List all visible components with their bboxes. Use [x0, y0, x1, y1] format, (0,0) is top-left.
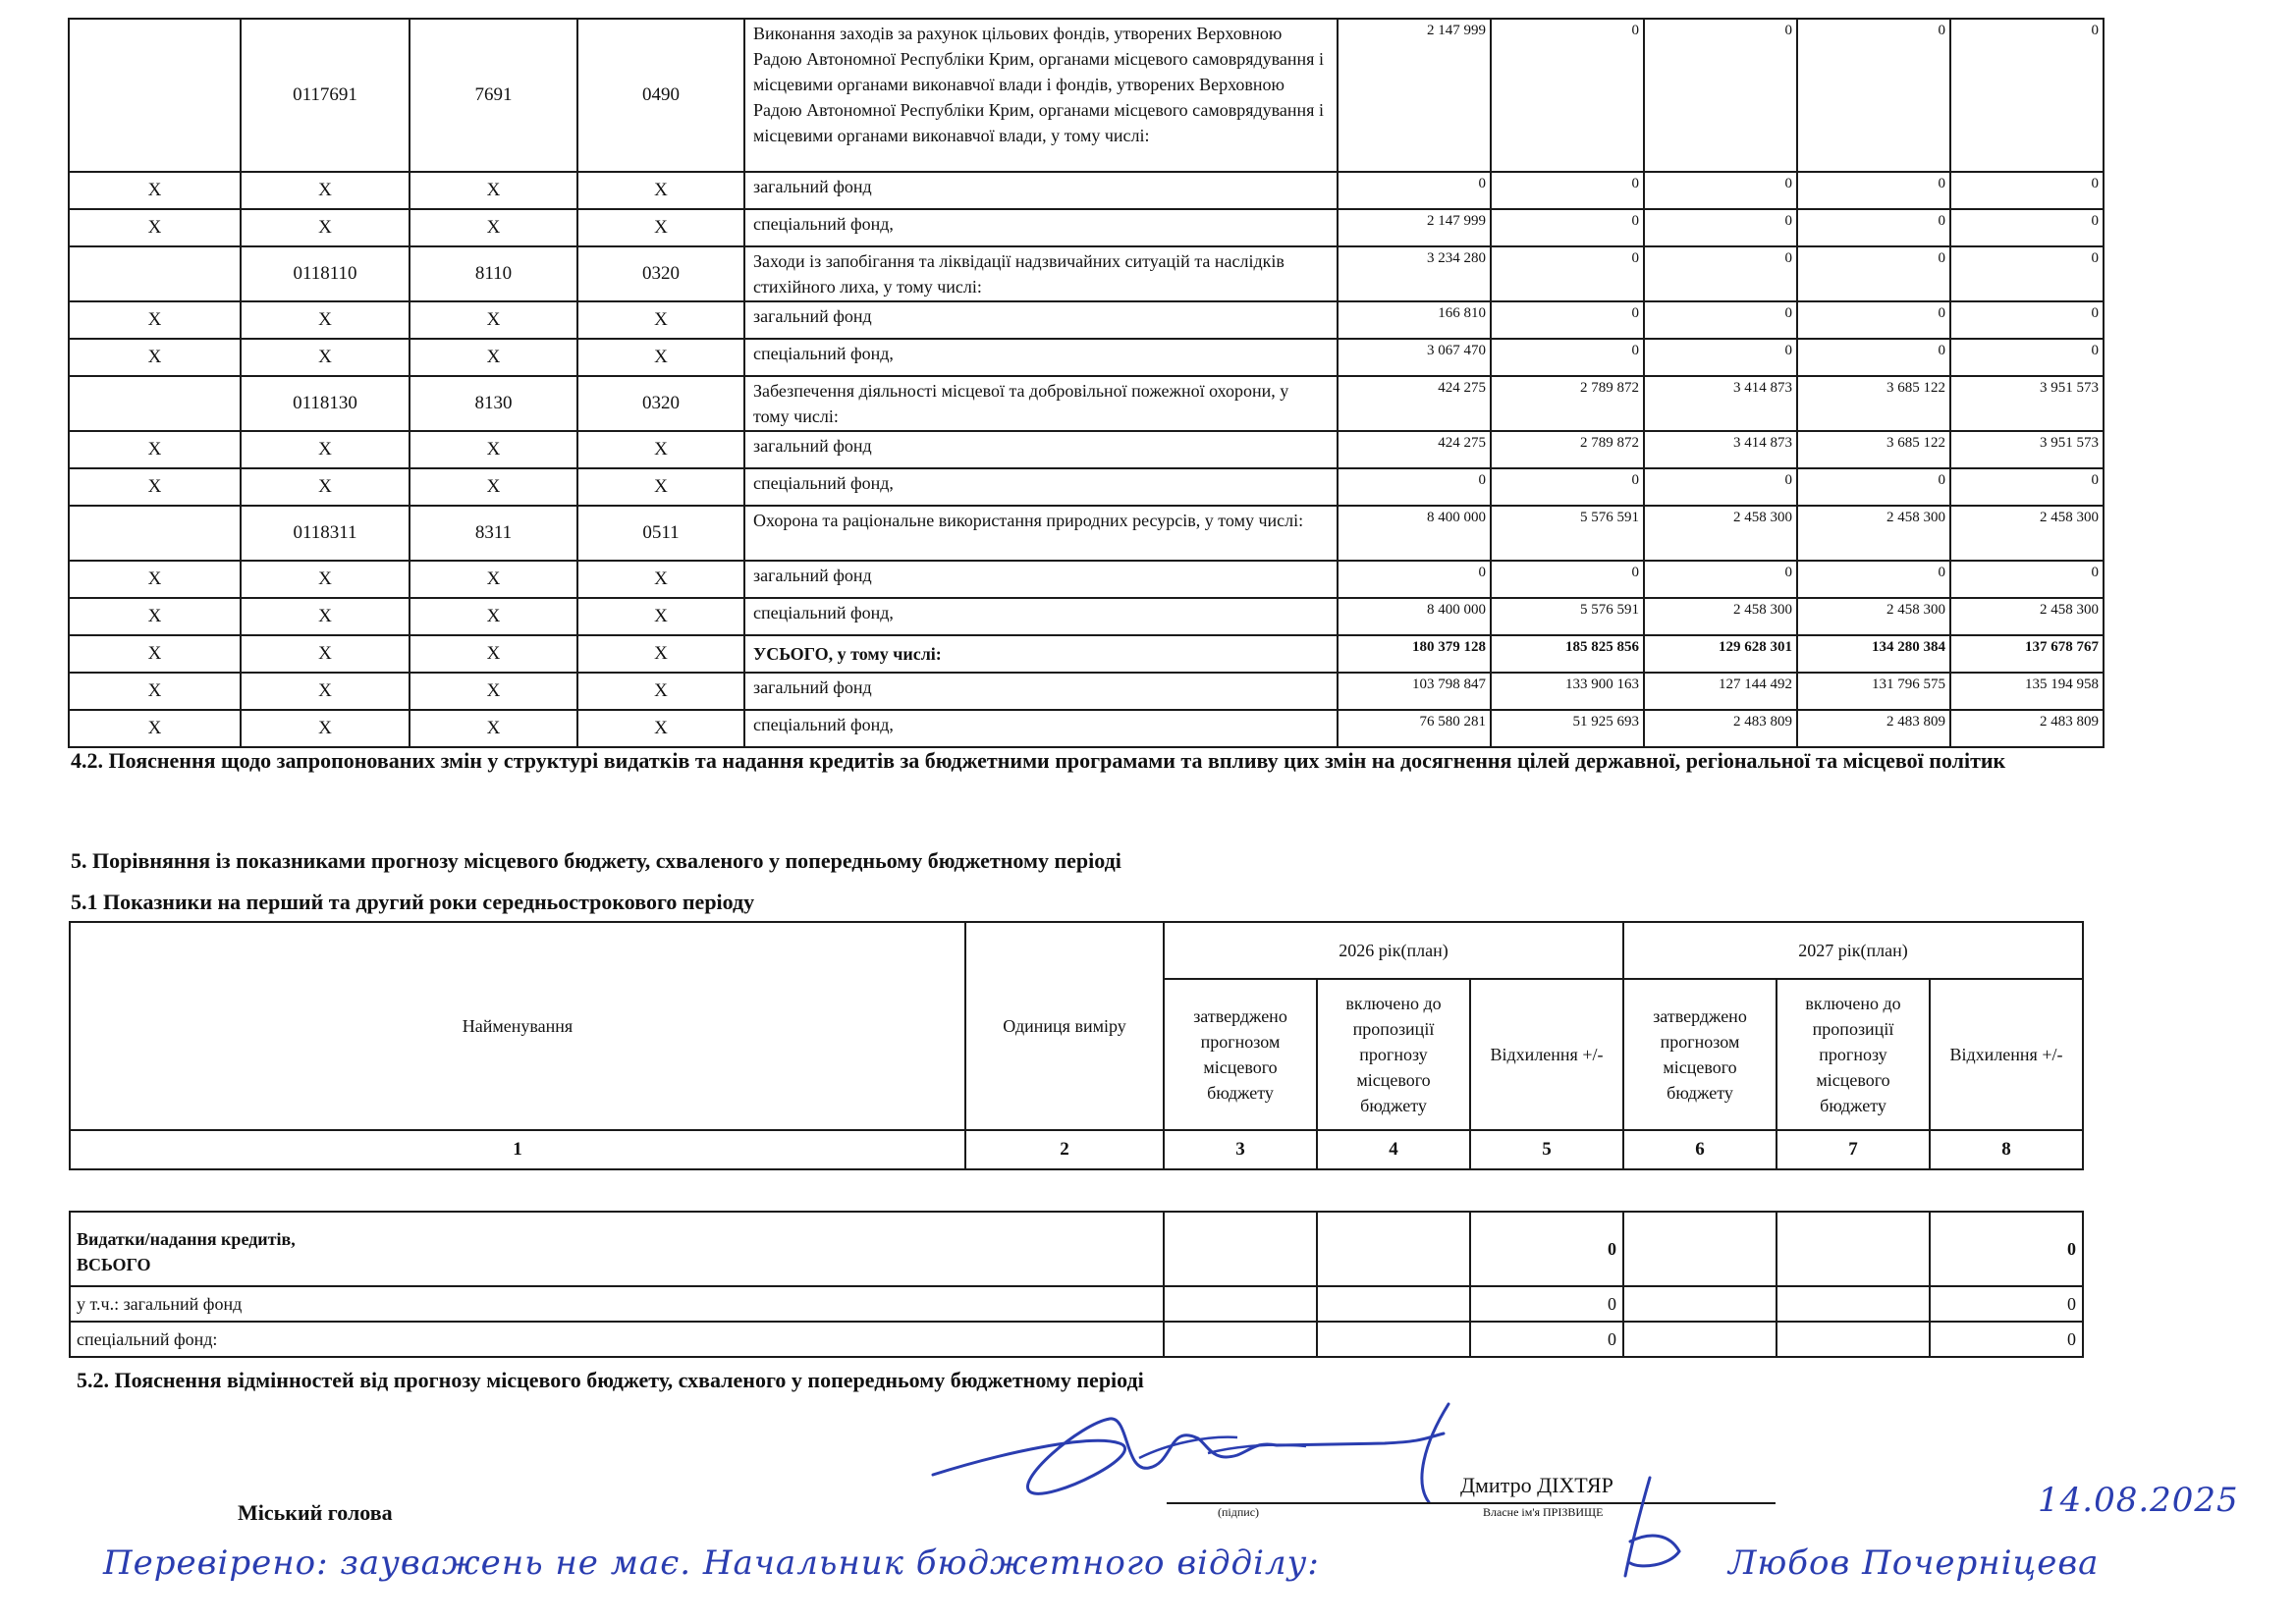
program-name-cell: загальний фонд [744, 172, 1338, 209]
code-cell-a: Х [69, 561, 241, 598]
code-cell-d: 0320 [577, 376, 744, 431]
amount-cell-v2: 51 925 693 [1491, 710, 1644, 747]
amount-cell-v4: 134 280 384 [1797, 635, 1950, 673]
amount-cell-v1: 0 [1338, 468, 1491, 506]
deviation-2027-header: Відхилення +/- [1930, 979, 2083, 1130]
code-cell-c: Х [410, 710, 577, 747]
code-cell-a: Х [69, 673, 241, 710]
code-cell-b: 0118110 [241, 246, 410, 301]
code-cell-a: Х [69, 301, 241, 339]
signature-caption: (підпис) [1218, 1505, 1260, 1519]
amount-cell-v4: 0 [1797, 339, 1950, 376]
code-cell-d: Х [577, 635, 744, 673]
amount-cell-v1: 424 275 [1338, 376, 1491, 431]
code-cell-a: Х [69, 339, 241, 376]
column-number: 2 [965, 1130, 1164, 1169]
handwritten-signature [913, 1384, 1463, 1522]
amount-cell-v4: 0 [1797, 172, 1950, 209]
amount-cell-v3: 2 483 809 [1644, 710, 1797, 747]
program-name-cell: загальний фонд [744, 301, 1338, 339]
table-row [69, 19, 2104, 172]
code-cell-c: Х [410, 301, 577, 339]
code-cell-c: Х [410, 598, 577, 635]
amount-cell-v2: 0 [1491, 246, 1644, 301]
signer-name: Дмитро ДІХТЯР [1460, 1473, 1613, 1497]
program-name-cell: спеціальний фонд, [744, 468, 1338, 506]
program-name-cell: Заходи із запобігання та ліквідації надзвичайних ситуацій та наслідків стихійного лиха, у тому числі: [744, 246, 1338, 301]
code-cell-c: 7691 [410, 19, 577, 172]
code-cell-c: Х [410, 172, 577, 209]
deviation-2026-header: Відхилення +/- [1470, 979, 1623, 1130]
amount-cell-v1: 424 275 [1338, 431, 1491, 468]
code-cell-c: Х [410, 673, 577, 710]
amount-cell-v3: 3 414 873 [1644, 376, 1797, 431]
amount-cell-v3: 3 414 873 [1644, 431, 1797, 468]
code-cell-c: Х [410, 635, 577, 673]
code-cell-b: Х [241, 598, 410, 635]
amount-cell-v4: 0 [1797, 468, 1950, 506]
code-cell-c: Х [410, 561, 577, 598]
amount-cell-v5: 2 458 300 [1950, 506, 2104, 561]
amount-cell-v5: 0 [1950, 19, 2104, 172]
column-number: 8 [1930, 1130, 2083, 1169]
code-cell-c: Х [410, 431, 577, 468]
code-cell-a [69, 506, 241, 561]
amount-cell-v1: 180 379 128 [1338, 635, 1491, 673]
code-cell-a: Х [69, 172, 241, 209]
amount-cell-v3: 2 458 300 [1644, 506, 1797, 561]
amount-cell-v4: 3 685 122 [1797, 376, 1950, 431]
amount-cell-v2: 2 789 872 [1491, 431, 1644, 468]
code-cell-a: Х [69, 710, 241, 747]
included-2026-header: включено до пропозиції прогнозу місцевого бюджету [1317, 979, 1470, 1130]
amount-cell-v3: 0 [1644, 172, 1797, 209]
program-name-cell: УСЬОГО, у тому числі: [744, 635, 1338, 673]
program-name-cell: спеціальний фонд, [744, 710, 1338, 747]
table-row [69, 710, 2104, 747]
amount-cell-v4: 0 [1797, 19, 1950, 172]
amount-cell-v4: 2 458 300 [1797, 506, 1950, 561]
code-cell-d: Х [577, 561, 744, 598]
year-2027-header: 2027 рік(план) [1623, 922, 2083, 979]
amount-cell-v4: 0 [1797, 561, 1950, 598]
code-cell-b: Х [241, 339, 410, 376]
code-cell-b: Х [241, 172, 410, 209]
code-cell-a [69, 376, 241, 431]
handwritten-note: Перевірено: зауважень не має. Начальник бюджетного відділу: [103, 1543, 1320, 1583]
code-cell-a: Х [69, 468, 241, 506]
code-cell-b: Х [241, 673, 410, 710]
program-name-cell: спеціальний фонд, [744, 209, 1338, 246]
amount-cell-v5: 2 483 809 [1950, 710, 2104, 747]
amount-cell-v5: 0 [1950, 339, 2104, 376]
code-cell-a [69, 246, 241, 301]
amount-cell-v4: 0 [1797, 246, 1950, 301]
special-deviation-2026: 0 [1470, 1322, 1623, 1357]
code-cell-d: Х [577, 339, 744, 376]
amount-cell-v5: 3 951 573 [1950, 376, 2104, 431]
amount-cell-v5: 0 [1950, 209, 2104, 246]
table-row [69, 468, 2104, 506]
code-cell-a: Х [69, 598, 241, 635]
amount-cell-v3: 2 458 300 [1644, 598, 1797, 635]
program-name-cell: спеціальний фонд, [744, 598, 1338, 635]
code-cell-a: Х [69, 209, 241, 246]
code-cell-b: Х [241, 468, 410, 506]
column-number: 7 [1777, 1130, 1930, 1169]
column-number: 6 [1623, 1130, 1777, 1169]
code-cell-b: Х [241, 710, 410, 747]
handwritten-signer: Любов Почерніцева [1728, 1543, 2100, 1583]
code-cell-b: Х [241, 431, 410, 468]
program-name-cell: загальний фонд [744, 431, 1338, 468]
program-name-cell: Забезпечення діяльності місцевої та добровільної пожежної охорони, у тому числі: [744, 376, 1338, 431]
approved-2026-header: затверджено прогнозом місцевого бюджету [1164, 979, 1317, 1130]
amount-cell-v2: 0 [1491, 561, 1644, 598]
amount-cell-v5: 0 [1950, 246, 2104, 301]
amount-cell-v3: 0 [1644, 209, 1797, 246]
code-cell-a: Х [69, 431, 241, 468]
table-row [69, 561, 2104, 598]
code-cell-d: Х [577, 431, 744, 468]
amount-cell-v1: 3 234 280 [1338, 246, 1491, 301]
amount-cell-v5: 0 [1950, 468, 2104, 506]
handwritten-date: 14.08.2025 [2038, 1481, 2239, 1520]
special-deviation-2027: 0 [1930, 1322, 2083, 1357]
code-cell-b: Х [241, 209, 410, 246]
code-cell-a: Х [69, 635, 241, 673]
amount-cell-v2: 0 [1491, 19, 1644, 172]
code-cell-b: 0117691 [241, 19, 410, 172]
table-row [69, 209, 2104, 246]
code-cell-b: 0118130 [241, 376, 410, 431]
code-cell-d: Х [577, 468, 744, 506]
amount-cell-v2: 0 [1491, 301, 1644, 339]
amount-cell-v3: 0 [1644, 339, 1797, 376]
amount-cell-v5: 0 [1950, 301, 2104, 339]
code-cell-d: 0320 [577, 246, 744, 301]
total-deviation-2027: 0 [1930, 1212, 2083, 1286]
section-5-heading: 5. Порівняння із показниками прогнозу місцевого бюджету, схваленого у попередньому бюджетному періоді [71, 848, 1121, 873]
code-cell-d: 0490 [577, 19, 744, 172]
amount-cell-v4: 2 458 300 [1797, 598, 1950, 635]
general-deviation-2026: 0 [1470, 1286, 1623, 1322]
code-cell-d: Х [577, 172, 744, 209]
amount-cell-v5: 0 [1950, 172, 2104, 209]
code-cell-c: Х [410, 468, 577, 506]
amount-cell-v2: 133 900 163 [1491, 673, 1644, 710]
amount-cell-v5: 3 951 573 [1950, 431, 2104, 468]
amount-cell-v5: 0 [1950, 561, 2104, 598]
table-row [69, 376, 2104, 431]
total-row-label: Видатки/надання кредитів, ВСЬОГО [70, 1212, 1164, 1286]
included-2027-header: включено до пропозиції прогнозу місцевого бюджету [1777, 979, 1930, 1130]
amount-cell-v4: 131 796 575 [1797, 673, 1950, 710]
name-caption: Власне ім'я ПРІЗВИЩЕ [1483, 1505, 1604, 1519]
code-cell-d: Х [577, 673, 744, 710]
handwritten-initials [1611, 1473, 1689, 1581]
general-fund-label: у т.ч.: загальний фонд [70, 1286, 1164, 1322]
total-deviation-2026: 0 [1470, 1212, 1623, 1286]
general-deviation-2027: 0 [1930, 1286, 2083, 1322]
table-row [69, 635, 2104, 673]
section-4-2-heading: 4.2. Пояснення щодо запропонованих змін у структурі видатків та надання кредитів за бюджетними програмами та впливу цих змін на досягнення цілей державної, регіональної та місцевої політик [71, 748, 2006, 773]
column-number: 4 [1317, 1130, 1470, 1169]
column-number: 5 [1470, 1130, 1623, 1169]
code-cell-d: Х [577, 598, 744, 635]
amount-cell-v3: 129 628 301 [1644, 635, 1797, 673]
mayor-position: Міський голова [238, 1500, 393, 1525]
table-row [69, 673, 2104, 710]
amount-cell-v2: 0 [1491, 339, 1644, 376]
amount-cell-v2: 0 [1491, 468, 1644, 506]
amount-cell-v5: 2 458 300 [1950, 598, 2104, 635]
column-number: 1 [70, 1130, 965, 1169]
code-cell-c: Х [410, 339, 577, 376]
amount-cell-v1: 8 400 000 [1338, 506, 1491, 561]
code-cell-c: Х [410, 209, 577, 246]
table-row [69, 431, 2104, 468]
amount-cell-v1: 0 [1338, 172, 1491, 209]
code-cell-d: Х [577, 710, 744, 747]
amount-cell-v3: 127 144 492 [1644, 673, 1797, 710]
amount-cell-v3: 0 [1644, 468, 1797, 506]
name-header: Найменування [70, 922, 965, 1130]
amount-cell-v5: 135 194 958 [1950, 673, 2104, 710]
amount-cell-v1: 2 147 999 [1338, 19, 1491, 172]
code-cell-d: Х [577, 301, 744, 339]
section-5-2-heading: 5.2. Пояснення відмінностей від прогнозу місцевого бюджету, схваленого у попередньому бюджетному періоді [77, 1368, 1144, 1392]
amount-cell-v5: 137 678 767 [1950, 635, 2104, 673]
comparison-totals-table [69, 1211, 2084, 1358]
code-cell-a [69, 19, 241, 172]
special-fund-label: спеціальний фонд: [70, 1322, 1164, 1357]
amount-cell-v1: 166 810 [1338, 301, 1491, 339]
code-cell-c: 8311 [410, 506, 577, 561]
amount-cell-v2: 5 576 591 [1491, 506, 1644, 561]
code-cell-c: 8110 [410, 246, 577, 301]
amount-cell-v1: 2 147 999 [1338, 209, 1491, 246]
amount-cell-v2: 185 825 856 [1491, 635, 1644, 673]
code-cell-d: 0511 [577, 506, 744, 561]
unit-header: Одиниця виміру [965, 922, 1164, 1130]
amount-cell-v4: 3 685 122 [1797, 431, 1950, 468]
program-name-cell: загальний фонд [744, 673, 1338, 710]
code-cell-b: Х [241, 301, 410, 339]
amount-cell-v1: 0 [1338, 561, 1491, 598]
column-number: 3 [1164, 1130, 1317, 1169]
code-cell-b: Х [241, 635, 410, 673]
amount-cell-v3: 0 [1644, 246, 1797, 301]
code-cell-d: Х [577, 209, 744, 246]
code-cell-b: Х [241, 561, 410, 598]
amount-cell-v2: 0 [1491, 172, 1644, 209]
amount-cell-v1: 8 400 000 [1338, 598, 1491, 635]
amount-cell-v3: 0 [1644, 561, 1797, 598]
approved-2027-header: затверджено прогнозом місцевого бюджету [1623, 979, 1777, 1130]
amount-cell-v4: 0 [1797, 209, 1950, 246]
amount-cell-v3: 0 [1644, 19, 1797, 172]
budget-programs-table [68, 18, 2105, 748]
amount-cell-v3: 0 [1644, 301, 1797, 339]
table-row [69, 301, 2104, 339]
comparison-header-table [69, 921, 2084, 1170]
table-row [69, 598, 2104, 635]
table-row [69, 246, 2104, 301]
amount-cell-v4: 2 483 809 [1797, 710, 1950, 747]
program-name-cell: Охорона та раціональне використання природних ресурсів, у тому числі: [744, 506, 1338, 561]
year-2026-header: 2026 рік(план) [1164, 922, 1623, 979]
amount-cell-v2: 5 576 591 [1491, 598, 1644, 635]
code-cell-b: 0118311 [241, 506, 410, 561]
program-name-cell: спеціальний фонд, [744, 339, 1338, 376]
amount-cell-v2: 2 789 872 [1491, 376, 1644, 431]
program-name-cell: Виконання заходів за рахунок цільових фондів, утворених Верховною Радою Автономної Республіки Крим, органами місцевого самоврядування і місцевими органами виконавчої влади і фондів, утворених Верховною Радою Автономної Республіки Крим, органами місцевого самоврядування і місцевими органами виконавчої влади, у тому числі: [744, 19, 1338, 172]
amount-cell-v1: 76 580 281 [1338, 710, 1491, 747]
amount-cell-v2: 0 [1491, 209, 1644, 246]
section-5-1-heading: 5.1 Показники на перший та другий роки середньострокового періоду [71, 890, 755, 914]
program-name-cell: загальний фонд [744, 561, 1338, 598]
table-row [69, 339, 2104, 376]
amount-cell-v4: 0 [1797, 301, 1950, 339]
amount-cell-v1: 3 067 470 [1338, 339, 1491, 376]
code-cell-c: 8130 [410, 376, 577, 431]
table-row [69, 506, 2104, 561]
table-row [69, 172, 2104, 209]
amount-cell-v1: 103 798 847 [1338, 673, 1491, 710]
